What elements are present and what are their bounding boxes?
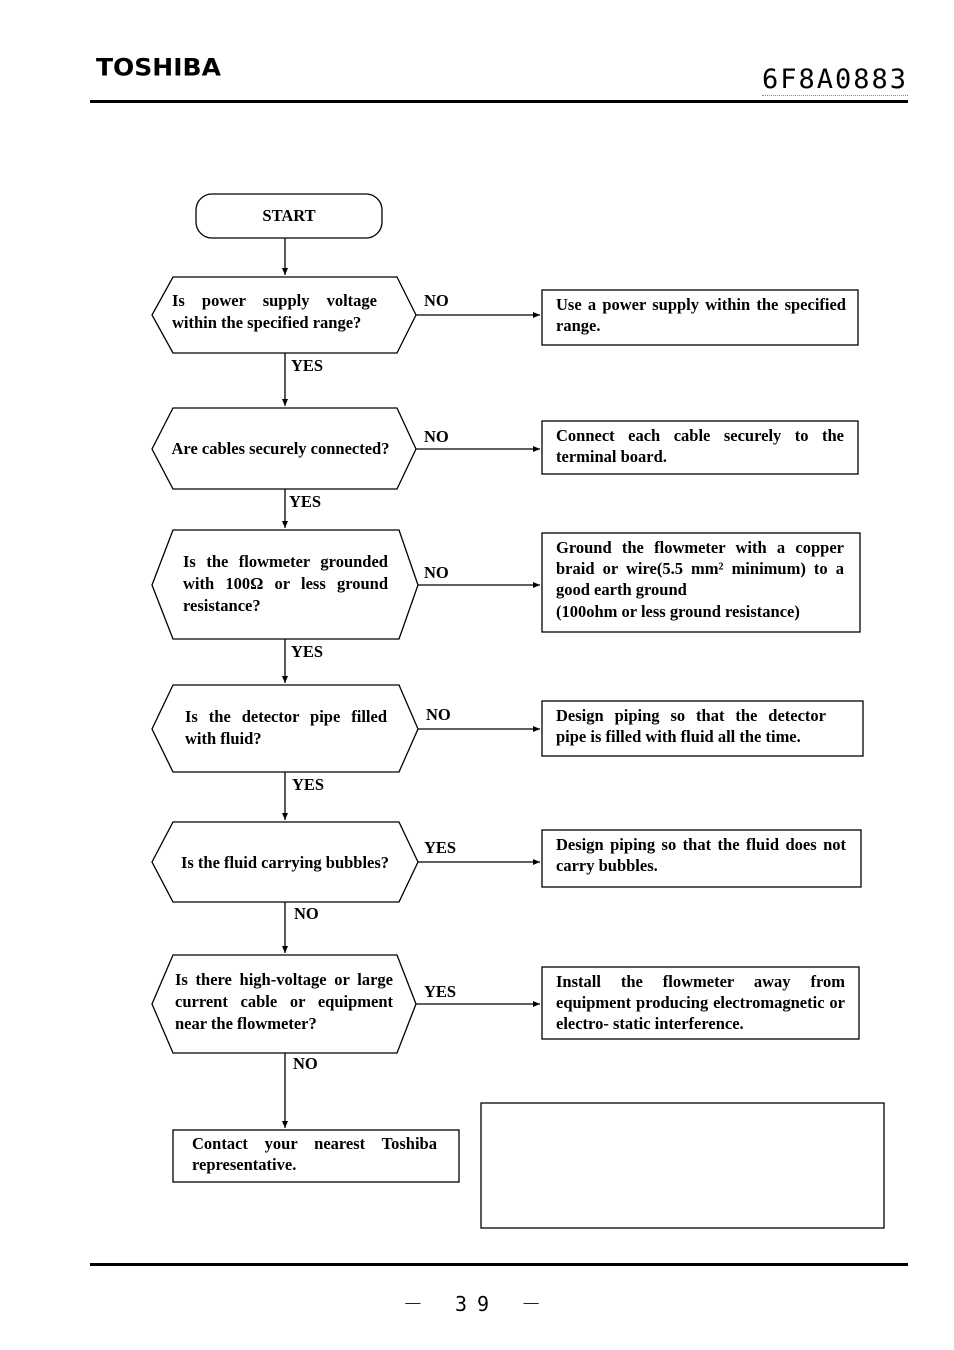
page-number: － 39 － — [402, 1292, 552, 1316]
toshiba-logo: TOSHIBA — [96, 53, 221, 82]
start-label: START — [262, 206, 316, 225]
document-number: 6F8A0883 — [761, 64, 908, 95]
branch-label-2: NO — [424, 427, 449, 446]
question-pipe-filled: Is the detector pipe filled with fluid? — [185, 707, 387, 748]
continue-label-3: YES — [291, 642, 324, 661]
continue-label-5: NO — [294, 904, 319, 923]
branch-label-4: NO — [426, 705, 451, 724]
question-cables: Are cables securely connected? — [171, 439, 390, 458]
action-text-1: Use a power supply within the specified range. — [556, 295, 846, 335]
action-text-6: Install the flowmeter away from equipment producing electromagnetic or electro- static interference. — [556, 972, 845, 1033]
branch-label-5: YES — [424, 838, 457, 857]
end-text: Contact your nearest Toshiba representative. — [192, 1134, 437, 1174]
action-text-2: Connect each cable securely to the terminal board. — [556, 426, 844, 466]
branch-label-3: NO — [424, 563, 449, 582]
question-grounding: Is the flowmeter grounded with 100Ω or less ground resistance? — [183, 552, 388, 615]
question-bubbles: Is the fluid carrying bubbles? — [180, 853, 390, 872]
question-interference: Is there high-voltage or large current cable or equipment near the flowmeter? — [175, 970, 393, 1033]
continue-label-1: YES — [291, 356, 324, 375]
footer-rule — [90, 1263, 908, 1266]
action-text-3-line-2: (100ohm or less ground resistance) — [556, 602, 800, 621]
continue-label-4: YES — [292, 775, 325, 794]
continue-label-2: YES — [289, 492, 322, 511]
continue-label-6: NO — [293, 1054, 318, 1073]
action-text-5: Design piping so that the fluid does not carry bubbles. — [556, 835, 846, 875]
action-text-4: Design piping so that the detector pipe is filled with fluid all the time. — [556, 706, 826, 746]
question-power-supply: Is power supply voltage within the specified range? — [172, 291, 377, 332]
blank-note-box — [481, 1103, 884, 1228]
branch-label-6: YES — [424, 982, 457, 1001]
branch-label-1: NO — [424, 291, 449, 310]
action-text-3-line-1: Ground the flowmeter with a copper braid or wire(5.5 mm² minimum) to a good earth ground — [556, 538, 844, 599]
